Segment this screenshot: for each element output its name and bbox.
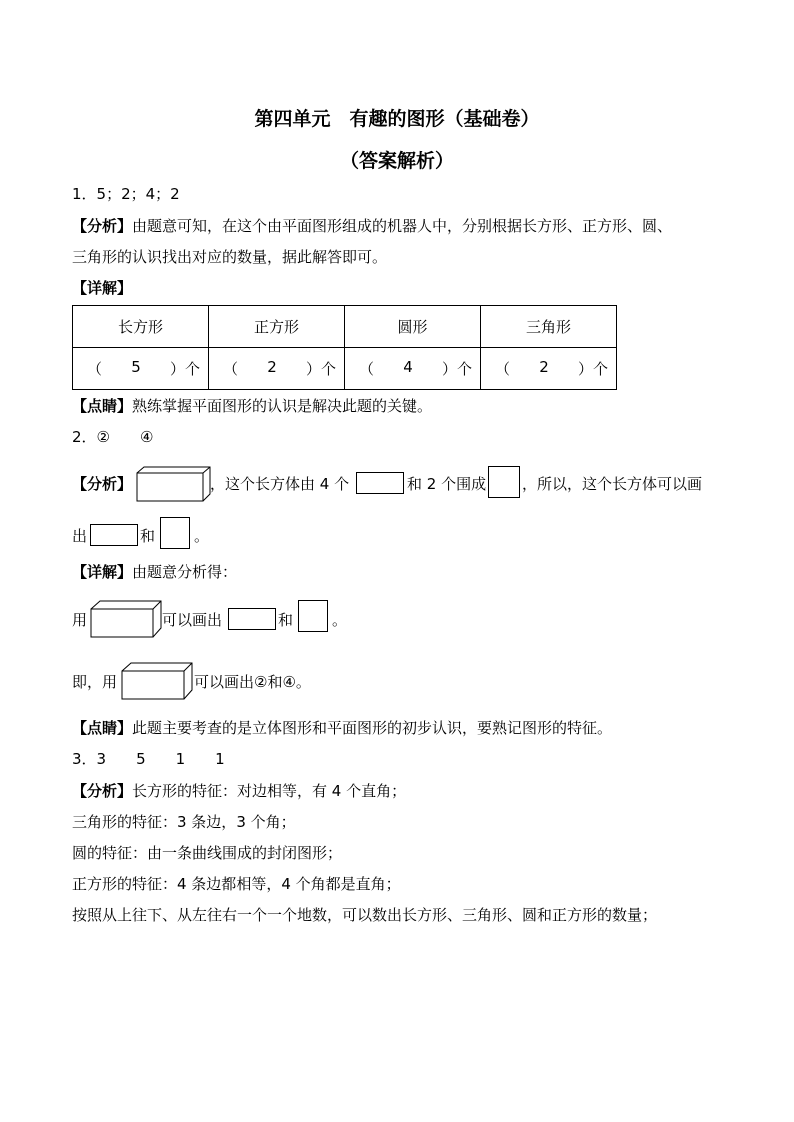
table-cell: （ 4 ）个 [345,348,481,390]
q1-detail-tag: 【详解】 [72,279,133,297]
q1-comment [72,396,432,416]
q3-line3: 圆的特征：由一条曲线围成的封闭图形； [72,844,343,862]
q1-comment-text: 熟练掌握平面图形的认识是解决此题的关键。 [132,397,433,415]
q2-comment-text: 此题主要考查的是立体图形和平面图形的初步认识，要熟记图形的特征。 [132,719,613,737]
table-value-row [73,348,617,390]
q1-answer: 1．5；2；4；2 [72,185,180,203]
q2-comment [72,718,612,738]
q1-analysis [72,216,672,236]
q3-analysis-tag: 【分析】 [72,782,133,800]
table-header-row [73,306,617,348]
square-shape [298,600,328,632]
square-shape [488,466,520,498]
q2-detail [72,562,237,582]
q2-analysis-f: 。 [194,527,210,545]
q3-line4: 正方形的特征：4 条边都相等，4 个角都是直角； [72,875,401,893]
q2-line-draw: 可以画出 [162,611,223,629]
q2-analysis-a: ，这个长方体由 4 个 [210,475,350,493]
q2-line-ji-end: 可以画出②和④。 [194,673,311,691]
q2-analysis-d: 出 [72,527,88,545]
q1-analysis-line1: 由题意可知，在这个由平面图形组成的机器人中，分别根据长方形、正方形、圆、 [132,217,673,235]
q2-detail-text: 由题意分析得： [132,563,238,581]
value-circle: 4 [403,358,413,376]
value-rectangle: 5 [131,358,141,376]
q2-analysis-b: 和 2 个围成 [407,475,487,493]
q3-line1: 长方形的特征：对边相等，有 4 个直角； [132,782,407,800]
cuboid-icon [136,466,212,502]
table-header-rectangle: 长方形 [73,306,209,348]
cuboid-icon [90,600,162,638]
q1-comment-tag: 【点睛】 [72,397,133,415]
q3-line2: 三角形的特征：3 条边，3 个角； [72,813,296,831]
q2-answer: 2．② ④ [72,428,154,446]
page-subtitle: （答案解析） [339,150,454,172]
page-title: 第四单元 有趣的图形（基础卷） [254,108,540,130]
q2-analysis-tag: 【分析】 [72,475,133,493]
value-square: 2 [267,358,277,376]
q2-line-yong: 用 [72,611,88,629]
value-triangle: 2 [539,358,549,376]
table-header-square: 正方形 [209,306,345,348]
table-cell: （ 2 ）个 [209,348,345,390]
table-header-circle: 圆形 [345,306,481,348]
q2-analysis-e: 和 [140,527,156,545]
rectangle-shape [228,608,276,630]
q2-line-and: 和 [278,611,294,629]
q2-analysis-c: ，所以，这个长方体可以画 [522,475,703,493]
square-shape [160,517,190,549]
q2-line-end: 。 [332,611,348,629]
q3-line5: 按照从上往下、从左往右一个一个地数，可以数出长方形、三角形、圆和正方形的数量； [72,906,658,924]
cuboid-icon [121,662,193,700]
rectangle-shape [90,524,138,546]
table-header-triangle: 三角形 [481,306,617,348]
rectangle-shape [356,472,404,494]
table-cell: （ 5 ）个 [73,348,209,390]
q2-line-ji: 即，用 [72,673,118,691]
q1-answer-table [72,305,617,390]
q1-analysis-tag: 【分析】 [72,217,133,235]
q2-detail-tag: 【详解】 [72,563,133,581]
q3-answer: 3．3 5 1 1 [72,750,225,768]
q3-analysis [72,781,406,801]
q1-analysis-line2: 三角形的认识找出对应的数量，据此解答即可。 [72,248,388,266]
table-cell: （ 2 ）个 [481,348,617,390]
q2-comment-tag: 【点睛】 [72,719,133,737]
